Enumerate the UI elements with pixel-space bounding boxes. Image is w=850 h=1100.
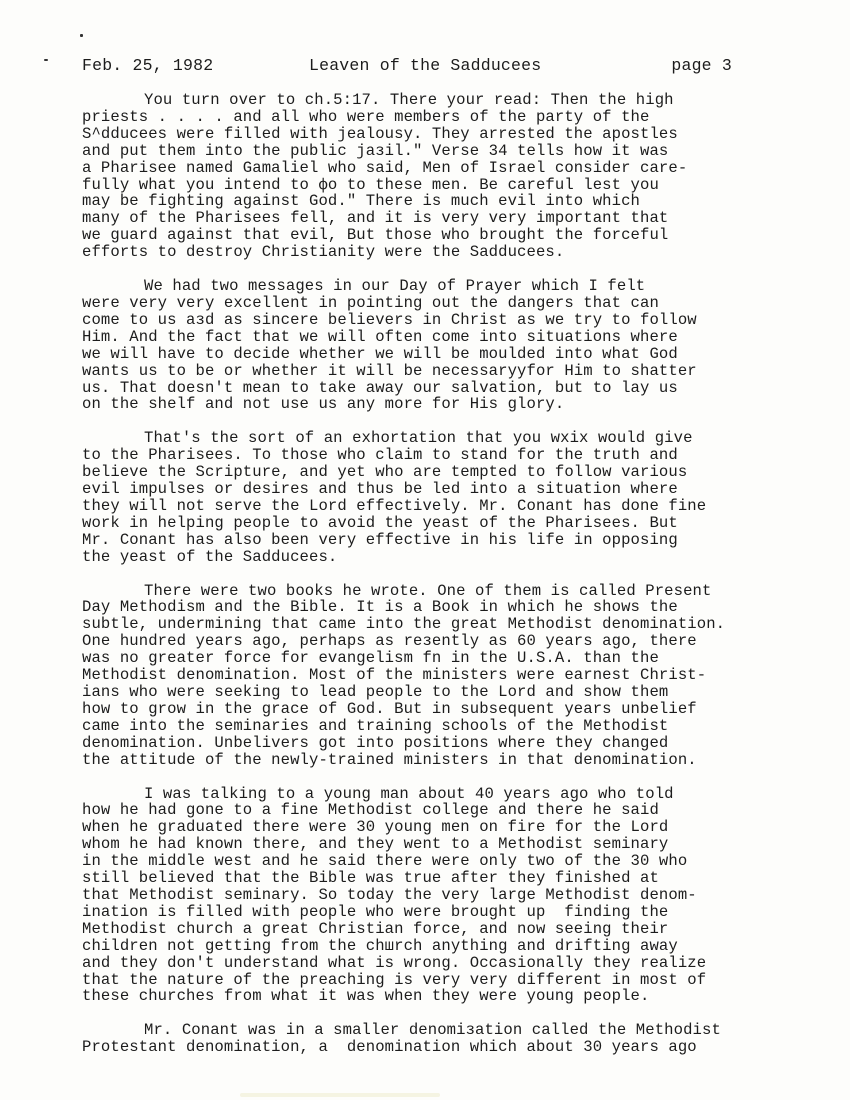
text-line: many of the Pharisees fell, and it is very very important that xyxy=(82,209,669,228)
paragraph xyxy=(82,92,772,261)
scan-speck xyxy=(80,34,83,37)
text-line: that the nature of the preaching is very very different in most of xyxy=(82,970,707,989)
text-line: we guard against that evil, But those who brought the forceful xyxy=(82,226,669,245)
text-line: I was talking to a young man about 40 years ago who told xyxy=(144,784,674,803)
page-header xyxy=(82,56,732,78)
paragraph xyxy=(82,1022,772,1056)
text-line: subtle, undermining that came into the great Methodist denomination. xyxy=(82,615,726,634)
text-line: Mr. Conant has also been very effective in his life in opposing xyxy=(82,530,678,549)
paragraph xyxy=(82,583,772,769)
text-line: Him. And the fact that we will often come into situations where xyxy=(82,327,678,346)
text-line: ination is filled with people who were brought up finding the xyxy=(82,902,669,921)
text-line: still believed that the Bible was true after they finished at xyxy=(82,869,659,888)
text-line: That's the sort of an exhortation that you wxix would give xyxy=(144,429,693,448)
text-line: they will not serve the Lord effectively. Mr. Conant has done fine xyxy=(82,496,707,515)
text-line: whom he had known there, and they went to a Methodist seminary xyxy=(82,835,669,854)
text-line: we will have to decide whether we will be moulded into what God xyxy=(82,344,678,363)
text-line: children not getting from the chшrch anything and drifting away xyxy=(82,936,678,955)
text-line: come to us aзd as sincere believers in Christ as we try to follow xyxy=(82,310,697,329)
text-line: the attitude of the newly-trained ministers in that denomination. xyxy=(82,750,697,769)
text-line: came into the seminaries and training schools of the Methodist xyxy=(82,716,669,735)
text-line: believe the Scripture, and yet who are tempted to follow various xyxy=(82,463,688,482)
text-line: ians who were seeking to lead people to the Lord and show them xyxy=(82,683,669,701)
text-line: and they don't understand what is wrong. Occasionally they realize xyxy=(82,953,707,972)
text-line: to the Pharisees. To those who claim to stand for the truth and xyxy=(82,446,678,465)
text-line: how to grow in the grace of God. But in subsequent years unbelief xyxy=(82,699,697,718)
document-body xyxy=(82,92,772,1073)
text-line: There were two books he wrote. One of them is called Present xyxy=(144,581,712,600)
text-line: on the shelf and not use us any more for His glory. xyxy=(82,395,565,414)
header-title: Leaven of the Sadducees xyxy=(309,56,542,75)
text-line: denomination. Unbelivers got into positions where they changed xyxy=(82,733,669,752)
text-line: work in helping people to avoid the yeast of the Pharisees. But xyxy=(82,513,678,532)
text-line: was no greater force for evangelism fn in the U.S.A. than the xyxy=(82,649,659,668)
header-date: Feb. 25, 1982 xyxy=(82,56,214,75)
text-line: Protestant denomination, a denomination which about 30 years ago xyxy=(82,1038,697,1057)
text-line: when he graduated there were 30 young men on fire for the Lord xyxy=(82,818,669,837)
text-line: Methodist church a great Christian force, and now seeing their xyxy=(82,919,669,938)
text-line: One hundred years ago, perhaps as reзently as 60 years ago, there xyxy=(82,632,697,651)
scan-speck xyxy=(44,59,48,61)
text-line: these churches from what it was when they were young people. xyxy=(82,987,650,1006)
text-line: efforts to destroy Christianity were the Sadducees. xyxy=(82,243,565,262)
text-line: evil impulses or desires and thus be led into a situation where xyxy=(82,480,678,499)
text-line: that Methodist seminary. So today the very large Methodist denom- xyxy=(82,885,697,904)
scan-smudge xyxy=(240,1093,440,1097)
paragraph xyxy=(82,278,772,413)
text-line: Day Methodism and the Bible. It is a Book in which he shows the xyxy=(82,598,678,617)
text-line: a Pharisee named Gamaliel who said, Men of Israel consider care- xyxy=(82,158,688,177)
text-line: Mr. Conant was in a smaller denomiзation called the Methodist xyxy=(144,1021,721,1040)
text-line: S^dducees were filled with jealousy. They arrested the apostles xyxy=(82,124,678,143)
text-line: You turn over to ch.5:17. There your read: Then the high xyxy=(144,91,674,109)
text-line: Methodist denomination. Most of the ministers were earnest Christ- xyxy=(82,666,707,685)
paragraph xyxy=(82,430,772,565)
text-line: priests . . . . and all who were members of the party of the xyxy=(82,107,650,126)
text-line: in the middle west and he said there were only two of the 30 who xyxy=(82,852,688,871)
text-line: We had two messages in our Day of Prayer which I felt xyxy=(144,277,646,296)
header-page-number: page 3 xyxy=(671,56,732,75)
text-line: and put them into the public jaзil." Verse 34 tells how it was xyxy=(82,141,669,160)
text-line: how he had gone to a fine Methodist college and there he said xyxy=(82,801,659,820)
text-line: fully what you intend to фo to these men. Be careful lest you xyxy=(82,175,659,194)
text-line: wants us to be or whether it will be necessaryyfor Him to shatter xyxy=(82,361,697,380)
text-line: were very very excellent in pointing out the dangers that can xyxy=(82,293,659,312)
paragraph xyxy=(82,786,772,1006)
text-line: may be fighting against God." There is much evil into which xyxy=(82,192,641,211)
text-line: the yeast of the Sadducees. xyxy=(82,547,338,566)
text-line: us. That doesn't mean to take away our salvation, but to lay us xyxy=(82,378,678,397)
